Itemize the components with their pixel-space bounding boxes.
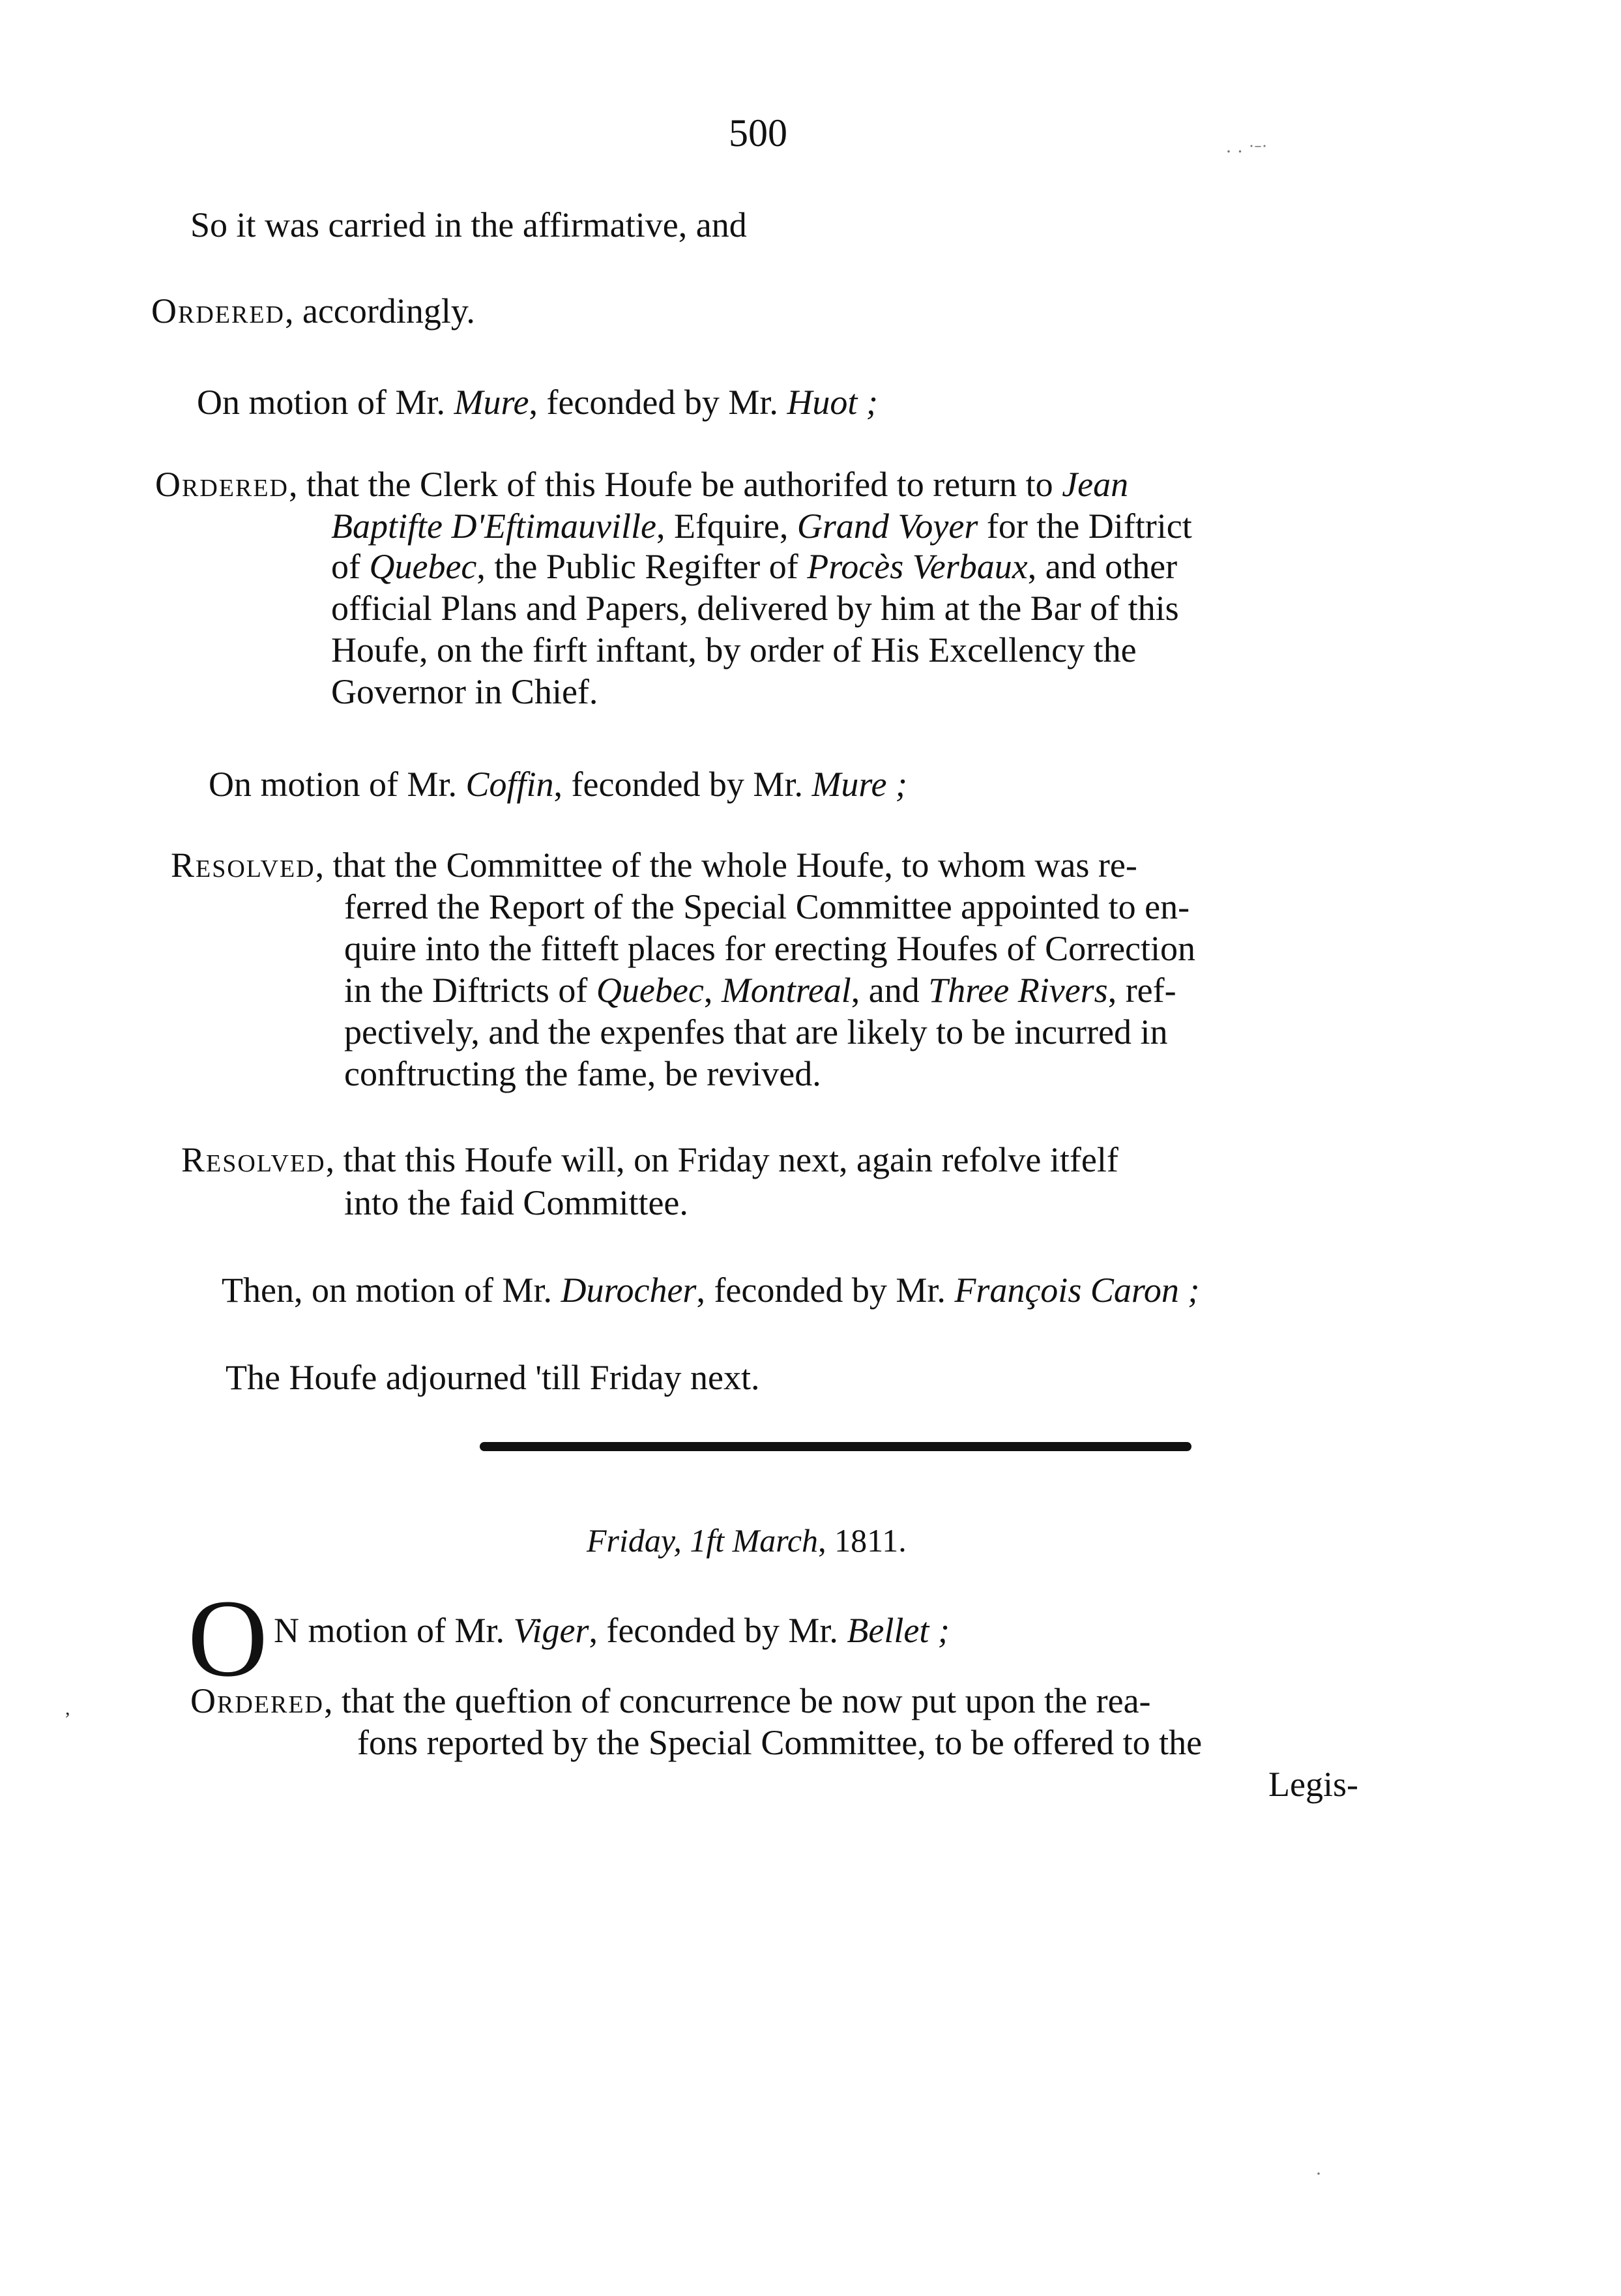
scan-mark: , [65, 1698, 70, 1719]
section-divider [480, 1442, 1191, 1451]
drop-cap: O [188, 1577, 268, 1700]
motion-viger-bellet: N motion of Mr. Viger, feconded by Mr. Bellet ; [274, 1611, 950, 1650]
page-number: 500 [729, 111, 787, 155]
scan-mark: · [1315, 2163, 1322, 2185]
ordered-label: Ordered [155, 465, 289, 504]
adjournment-line: The Houfe adjourned 'till Friday next. [226, 1358, 760, 1397]
catchword: Legis- [1268, 1765, 1358, 1804]
paragraph-affirmative: So it was carried in the affirmative, and [190, 205, 747, 244]
ordered-label: Ordered [190, 1681, 324, 1720]
resolved-label: Resolved [171, 846, 315, 885]
scan-mark: · · ˙ˉ˙ [1225, 141, 1268, 162]
motion-coffin-mure: On motion of Mr. Coffin, feconded by Mr. Mure ; [209, 765, 907, 804]
date-heading: Friday, 1ft March, 1811. [587, 1522, 907, 1559]
document-page: 500 So it was carried in the affirmative, and Ordered, accordingly. On motion of Mr. Mure, feconded by Mr. Huot ; Ordered, that the Clerk of this Houfe be authorifed to return to Jean Baptifte D'Eftimauville, Efquire, Grand Voyer for the Diftrict of Quebec, the Public Regifter of Procès Verbaux, and other official Plans and Papers, delivered by him at the Bar of this Houfe, on the firft inftant, by order of His Excellency the Governor in Chief. On motion of Mr. Coffin, feconded by Mr. Mure ; Resolved, that the Committee of the whole Houfe, to whom was re- ferred the Report of the Special Committee appointed to en- quire into the fitteft places for erecting Houfes of Correction in the Diftricts of Quebec, Montreal, and Three Rivers, ref- pectively, and the expenfes that are likely to be incurred in conftructing the fame, be revived. Resolved, that this Houfe will, on Friday next, again refolve itfelf into the faid Committee. Then, on motion of Mr. Durocher, feconded by Mr. François Caron ; The Houfe adjourned 'till Friday next. Friday, 1ft March, 1811. O N motion of Mr. Viger, feconded by Mr. Bellet ; Ordered, that the queftion of concurrence be now put upon the rea- fons reported by the Special Committee, to be offered to the Legis- · · ˙ˉ˙ , · [65, 111, 1358, 2185]
resolved-label: Resolved [181, 1140, 326, 1179]
motion-mure-huot: On motion of Mr. Mure, feconded by Mr. Huot ; [197, 383, 878, 422]
ordered-label: Ordered [151, 291, 285, 331]
motion-durocher-caron: Then, on motion of Mr. Durocher, feconded by Mr. François Caron ; [222, 1271, 1200, 1310]
paragraph-ordered-accordingly: Ordered, accordingly. [151, 291, 475, 331]
